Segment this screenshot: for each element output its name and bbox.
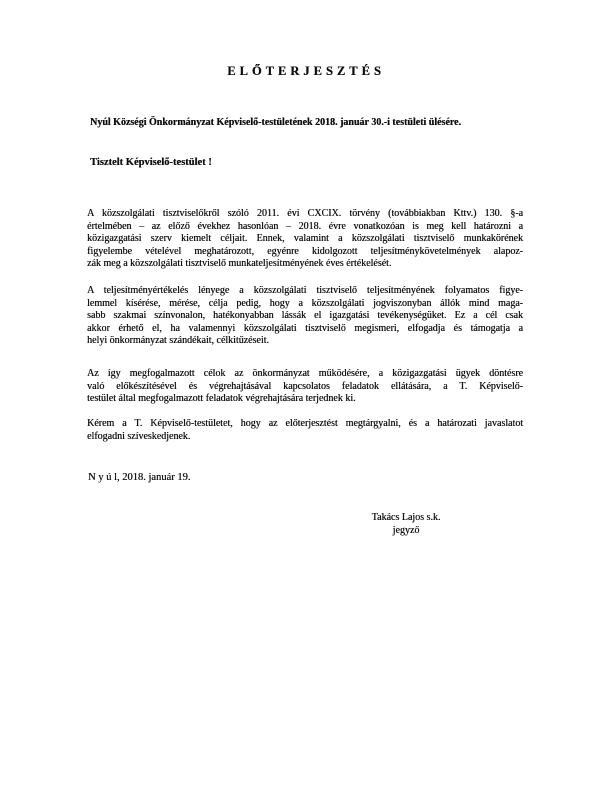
paragraph-line: elfogadni szíveskedjenek. [87, 430, 191, 442]
paragraph-line: való előkészítésével és végrehajtásával kapcsolatos feladatok ellátására, a T. Képviselő- [87, 380, 523, 392]
paragraph-line: lemmel kísérése, mérése, célja pedig, hogy a közszolgálati jogviszonyban állók mind maga- [87, 297, 523, 309]
salutation: Tisztelt Képviselő-testület ! [90, 157, 212, 168]
paragraph-line: helyi önkormányzat szándékait, célkitűzéseit. [87, 335, 269, 346]
paragraph-4 [87, 418, 523, 443]
paragraph-line: Kérem a T. Képviselő-testületet, hogy az előterjesztést megtárgyalni, és a határozati javaslatot [87, 418, 523, 429]
paragraph-line: Az így megfogalmazott célok az önkormányzat működésére, a közigazgatási ügyek döntésre [87, 368, 523, 379]
paragraph-3 [87, 368, 523, 406]
paragraph-line: értelmében – az előző évekhez hasonlóan – 2018. évre vonatkozóan is meg kell határozni a [87, 220, 523, 232]
paragraph-1 [87, 208, 523, 271]
paragraph-line: figyelembe vételével meghatározott, egyénre kidolgozott teljesítménykövetelmények alapoz- [87, 245, 523, 257]
paragraph-line: A teljesítményértékelés lényege a közszolgálati tisztviselő teljesítményének folyamatos figye- [87, 285, 523, 296]
signatory-name: Takács Lajos s.k. [371, 512, 441, 523]
paragraph-line: A közszolgálati tisztviselőkről szóló 2011. évi CXCIX. törvény (továbbiakban Kttv.) 130. §-a [87, 208, 523, 219]
signatory-role: jegyző [392, 525, 420, 536]
paragraph-line: sabb szakmai színvonalon, hatékonyabban lássák el igazgatási tevékenységüket. Ez a cél csak [87, 310, 523, 321]
signature-block [340, 511, 472, 537]
date-line: N y ú l, 2018. január 19. [88, 472, 191, 483]
paragraph-2 [87, 285, 523, 348]
paragraph-line: zák meg a közszolgálati tisztviselő munkateljesítményének éves értékelését. [87, 258, 392, 269]
paragraph-line: akkor érhető el, ha valamennyi közszolgálati tisztviselő megismeri, elfogadja és támogatja a [87, 322, 523, 334]
document-title: ELŐTERJESZTÉS [227, 64, 385, 78]
paragraph-line: közigazgatási szerv kiemelt céljait. Ennek, valamint a közszolgálati tisztviselő munkakörének [87, 233, 523, 244]
meeting-line: Nyúl Községi Önkormányzat Képviselő-testületének 2018. január 30.-i testületi ülésére. [90, 117, 461, 128]
paragraph-line: testület által megfogalmazott feladatok végrehajtására terjednek ki. [87, 393, 356, 404]
